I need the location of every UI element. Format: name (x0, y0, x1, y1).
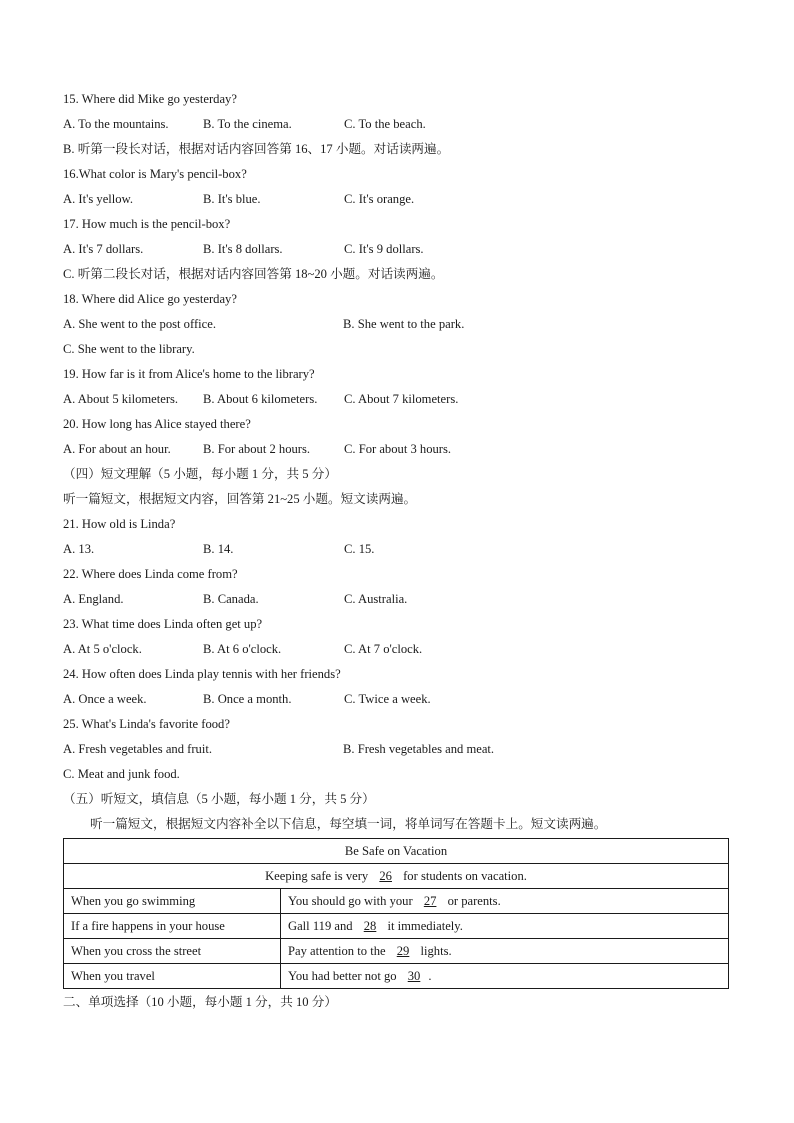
option-a: A. For about an hour. (63, 442, 171, 456)
question-line: 21. How old is Linda? (63, 517, 176, 531)
exam-content (63, 87, 733, 1015)
question-line: 23. What time does Linda often get up? (63, 617, 263, 631)
question-list (63, 87, 733, 837)
question-line: 22. Where does Linda come from? (63, 567, 238, 581)
option-b: B. It's 8 dollars. (203, 242, 283, 256)
option-a: A. It's yellow. (63, 192, 134, 206)
options-line (63, 387, 733, 412)
question-line: 19. How far is it from Alice's home to the library? (63, 367, 315, 381)
option-c: C. It's orange. (344, 192, 415, 206)
advice-cell: You had better not go 30 . (281, 964, 729, 989)
question-line: 25. What's Linda's favorite food? (63, 717, 230, 731)
options-line (63, 112, 733, 137)
question-line: （五）听短文，填信息（5 小题，每小题 1 分，共 5 分） (63, 792, 375, 806)
question-line: 16.What color is Mary's pencil-box? (63, 167, 247, 181)
table-row (64, 889, 729, 914)
option-c: C. For about 3 hours. (344, 442, 452, 456)
options-line (63, 737, 733, 762)
option-a: A. To the mountains. (63, 117, 169, 131)
question-line: 24. How often does Linda play tennis with her friends? (63, 667, 341, 681)
question-line: 20. How long has Alice stayed there? (63, 417, 251, 431)
situation-cell: When you go swimming (64, 889, 281, 914)
option-b: B. Once a month. (203, 692, 292, 706)
question-line: 听一篇短文，根据短文内容，回答第 21~25 小题。短文读两遍。 (63, 492, 417, 506)
option-b: B. Canada. (203, 592, 259, 606)
option-a: A. England. (63, 592, 124, 606)
options-line (63, 637, 733, 662)
option-c: C. Australia. (344, 592, 408, 606)
answer-blank: 30 (407, 969, 421, 983)
option-a: A. It's 7 dollars. (63, 242, 144, 256)
table-row (64, 914, 729, 939)
option-a: A. 13. (63, 542, 95, 556)
situation-cell: If a fire happens in your house (64, 914, 281, 939)
safety-info-table (63, 838, 729, 989)
option-b: B. It's blue. (203, 192, 261, 206)
option-a: A. Fresh vegetables and fruit. (63, 742, 212, 756)
question-line: 17. How much is the pencil-box? (63, 217, 231, 231)
option-c: C. 15. (344, 542, 375, 556)
option-b: B. 14. (203, 542, 234, 556)
answer-blank: 28 (363, 919, 377, 933)
option-c: C. It's 9 dollars. (344, 242, 424, 256)
option-a: A. At 5 o'clock. (63, 642, 142, 656)
option-a: A. About 5 kilometers. (63, 392, 179, 406)
options-line (63, 187, 733, 212)
question-line: C. She went to the library. (63, 342, 195, 356)
option-c: C. Twice a week. (344, 692, 431, 706)
options-line (63, 437, 733, 462)
option-b: B. Fresh vegetables and meat. (343, 742, 495, 756)
table-title-row (64, 839, 729, 864)
advice-cell: Gall 119 and 28 it immediately. (281, 914, 729, 939)
advice-cell: You should go with your 27 or parents. (281, 889, 729, 914)
table-row (64, 939, 729, 964)
options-line (63, 537, 733, 562)
option-c: C. At 7 o'clock. (344, 642, 423, 656)
question-line: C. Meat and junk food. (63, 767, 180, 781)
answer-blank: 29 (396, 944, 410, 958)
option-c: C. To the beach. (344, 117, 426, 131)
table-row (64, 964, 729, 989)
option-b: B. About 6 kilometers. (203, 392, 318, 406)
question-line: 15. Where did Mike go yesterday? (63, 92, 237, 106)
option-b: B. To the cinema. (203, 117, 292, 131)
table-intro: Keeping safe is very 26 for students on vacation. (64, 864, 729, 889)
option-c: C. About 7 kilometers. (344, 392, 459, 406)
answer-blank: 27 (423, 894, 437, 908)
options-line (63, 237, 733, 262)
options-line (63, 312, 733, 337)
option-b: B. At 6 o'clock. (203, 642, 282, 656)
question-line: B. 听第一段长对话，根据对话内容回答第 16、17 小题。对话读两遍。 (63, 142, 450, 156)
option-a: A. She went to the post office. (63, 317, 216, 331)
answer-blank: 26 (379, 869, 392, 883)
section-heading: 二、单项选择（10 小题，每小题 1 分，共 10 分） (63, 995, 337, 1009)
question-line: （四）短文理解（5 小题，每小题 1 分，共 5 分） (63, 467, 337, 481)
table-intro-row (64, 864, 729, 889)
question-line: 18. Where did Alice go yesterday? (63, 292, 237, 306)
question-line: 听一篇短文，根据短文内容补全以下信息，每空填一词，将单词写在答题卡上。短文读两遍。 (90, 817, 607, 831)
options-line (63, 587, 733, 612)
option-b: B. She went to the park. (343, 317, 465, 331)
situation-cell: When you cross the street (64, 939, 281, 964)
table-title: Be Safe on Vacation (64, 839, 729, 864)
advice-cell: Pay attention to the 29 lights. (281, 939, 729, 964)
situation-cell: When you travel (64, 964, 281, 989)
question-line: C. 听第二段长对话，根据对话内容回答第 18~20 小题。对话读两遍。 (63, 267, 444, 281)
option-a: A. Once a week. (63, 692, 147, 706)
options-line (63, 687, 733, 712)
option-b: B. For about 2 hours. (203, 442, 311, 456)
